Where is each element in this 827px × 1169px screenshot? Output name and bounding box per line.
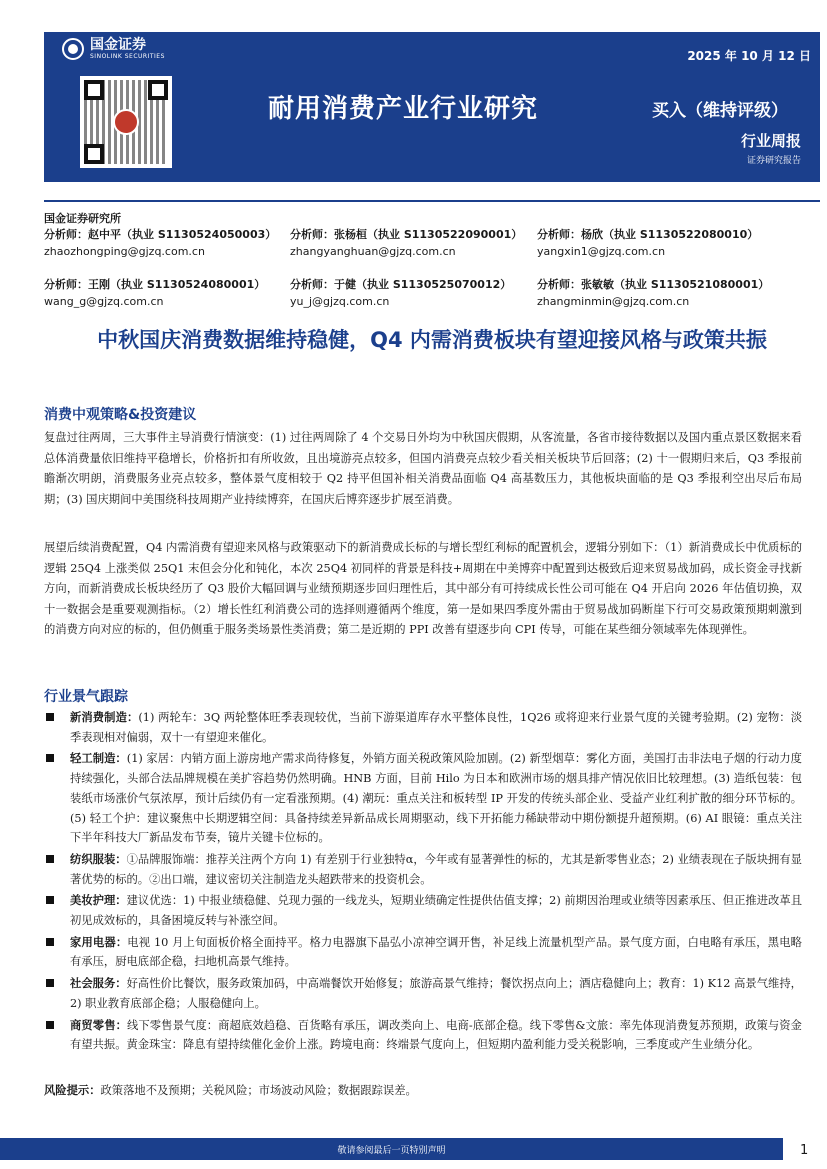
analyst-block [537, 276, 769, 310]
list-item-text: 电视 10 月上旬面板价格全面持平。格力电器旗下晶弘小凉神空调开售，补足线上流量机型产品。景气度方面，白电略有承压，黑电略有承压，厨电底部企稳，扫地机高景气维持。 [70, 935, 802, 969]
analyst-email[interactable]: wang_g@gjzq.com.cn [44, 295, 164, 308]
list-item-label: 美妆护理： [70, 893, 127, 908]
paragraph: 复盘过往两周，三大事件主导消费行情演变：(1) 过往两周除了 4 个交易日外均为中秋国庆假期，从客流量，各省市接待数据以及国内重点景区数据来看总体消费量依旧维持平稳增长，价格折扣有所收敛，且出境游亮点较多，但国内消费亮点较少看关相关板块节后回落；(2) 十一假期归来后，Q3 季报前瞻渐次明朗，消费服务业亮点较多，整体景气度相较于 Q2 持平但国补相关消费品面临 Q4 高基数压力，其他板块面临的是 Q3 季报利空出尽后布局期；(3) 国庆期间中美围绕科技周期产业持续博弈，在国庆后博弈逐步扩展至消费。 [44, 431, 802, 506]
list-item [44, 708, 802, 747]
section-heading-strategy: 消费中观策略&投资建议 [44, 407, 197, 423]
analyst-name: 分析师：于健（执业 S1130525070012） [290, 278, 512, 291]
list-item [44, 1016, 802, 1055]
risk-label: 风险提示： [44, 1083, 101, 1097]
bullet-square-icon [46, 855, 54, 863]
analyst-name: 分析师：张敏敏（执业 S1130521080001） [537, 278, 770, 291]
list-item-label: 纺织服装： [70, 851, 127, 866]
report-title: 耐用消费产业行业研究 [268, 94, 539, 124]
analyst-email[interactable]: zhangminmin@gjzq.com.cn [537, 295, 690, 308]
list-item-label: 新消费制造： [70, 710, 139, 724]
bullet-square-icon [46, 713, 54, 721]
bullet-square-icon [46, 754, 54, 762]
list-item-label: 社会服务： [70, 976, 127, 991]
analyst-email[interactable]: yangxin1@gjzq.com.cn [537, 245, 666, 258]
logo-subtext: SINOLINK SECURITIES [90, 53, 165, 60]
analyst-name: 分析师：赵中平（执业 S1130524050003） [44, 228, 277, 241]
list-item-text: 建议优选：1) 中报业绩稳健、兑现力强的一线龙头，短期业绩确定性提供估值支撑；2) 前期因治理或业绩等因素承压、但正推进改革且初见成效标的，具备困境反转与补涨空间。 [70, 894, 802, 928]
analyst-email[interactable]: zhangyanghuan@gjzq.com.cn [290, 245, 456, 258]
company-logo [62, 37, 165, 61]
paragraph: 展望后续消费配置，Q4 内需消费有望迎来风格与政策驱动下的新消费成长标的与增长型红利标的配置机会，逻辑分别如下：（1）新消费成长中优质标的逻辑 25Q4 上涨类似 25Q1 末但会分化和钝化，本次 25Q4 初同样的背景是科技+周期在中美博弈中配置到达极致后迎来贸易战加码，成长资金寻找新方向，而新消费成长板块经历了 Q3 股价大幅回调与业绩预期逐步回归理性后，其中部分有可持续成长性公司可能在 Q4 开启向 2026 年估值切换，双十一数据会是重要观测指标。（2）增长性红利消费公司的选择则遵循两个维度，第一是如果四季度外需由于贸易战加码断崖下行可交易政策预期刺激到的消费方向对应的标的，但仍侧重于服务类场景性类消费；第二是近期的 PPI 改善有望逐步向 CPI 传导，可能在某些细分领域率先体现弹性。 [44, 541, 802, 636]
risk-warning [44, 1082, 417, 1098]
list-item [44, 891, 802, 930]
analyst-email[interactable]: zhaozhongping@gjzq.com.cn [44, 245, 205, 258]
risk-text: 政策落地不及预期；关税风险；市场波动风险；数据跟踪误差。 [100, 1084, 417, 1097]
analyst-name: 分析师：杨欣（执业 S1130522080010） [537, 228, 759, 241]
rating: 买入（维持评级） [652, 101, 788, 121]
divider [44, 200, 820, 202]
list-item [44, 974, 802, 1013]
logo-text: 国金证券 [90, 37, 146, 53]
footer-disclaimer: 敬请参阅最后一页特别声明 [337, 1146, 446, 1156]
analyst-email[interactable]: yu_j@gjzq.com.cn [290, 295, 390, 308]
report-date: 2025 年 10 月 12 日 [687, 49, 811, 63]
institute-name: 国金证券研究所 [44, 212, 121, 225]
list-item-text: 好高性价比餐饮，服务政策加码，中高端餐饮开始修复；旅游高景气维持；餐饮拐点向上；酒店稳健向上；教育：1) K12 高景气维持，2) 职业教育底部企稳；人服稳健向上。 [70, 977, 802, 1010]
analyst-name: 分析师：王刚（执业 S1130524080001） [44, 278, 266, 291]
bullet-square-icon [46, 1021, 54, 1029]
report-subtype: 证券研究报告 [746, 156, 801, 166]
list-item-label: 家用电器： [70, 934, 128, 949]
main-title: 中秋国庆消费数据维持稳健，Q4 内需消费板块有望迎接风格与政策共振 [97, 328, 767, 352]
list-item-label: 商贸零售： [70, 1017, 127, 1032]
page-number: 1 [800, 1143, 809, 1158]
sinolink-logo-icon [62, 38, 84, 60]
bullet-square-icon [46, 938, 54, 946]
analyst-block [537, 226, 758, 260]
qr-code-icon [80, 76, 172, 168]
bullet-square-icon [46, 979, 54, 987]
section-heading-tracking: 行业景气跟踪 [44, 689, 128, 705]
list-item-text: (1) 家居：内销方面上游房地产需求尚待修复，外销方面关税政策风险加剧。(2) 新型烟草：雾化方面，美国打击非法电子烟的行动力度持续强化，头部合法品牌规模在美扩容趋势仍然明确。HNB 方面，目前 Hilo 为日本和欧洲市场的烟具排产情况依旧比较理想。(3) 造纸包装：包装纸市场涨价气氛浓厚，预计后续仍有一定看涨预期。(4) 潮玩：重点关注和板转型 IP 开发的传统头部企业、受益产业红利扩散的细分环节标的。(5) 轻工个护：建议聚焦中长期逻辑空间：具备持续差异新品成长周期驱动，线下开拓能力稀缺带动中期份额提升超预期。(6) AI 眼镜：重点关注下半年科技大厂新品发布节奏，镜片关键卡位标的。 [70, 752, 802, 845]
analyst-block [44, 276, 265, 310]
analyst-block [290, 226, 522, 260]
list-item-text: 线下零售景气度：商超底效趋稳、百货略有承压，调改类向上、电商-底部企稳。线下零售&文旅：率先体现消费复苏预期，政策与资金有望共振。黄金珠宝：降息有望持续催化金价上涨。跨境电商：终端景气度向上，但短期内盈利能力受关税影响，三季度或产生业绩分化。 [70, 1018, 802, 1052]
analyst-block [44, 226, 276, 260]
list-item [44, 850, 802, 889]
analyst-block [290, 276, 511, 310]
list-item [44, 749, 802, 848]
list-item [44, 933, 802, 972]
list-item-text: ①品牌服饰端：推荐关注两个方向 1) 有差别于行业独特α，今年或有显著弹性的标的，尤其是新零售业态；2) 业绩表现在子版块拥有显著优势的标的。②出口端，建议密切关注制造龙头超跌带来的投资机会。 [70, 852, 802, 886]
list-item-label: 轻工制造： [70, 751, 127, 766]
bullet-square-icon [46, 896, 54, 904]
report-type: 行业周报 [740, 132, 801, 150]
list-item-text: (1) 两轮车：3Q 两轮整体旺季表现较优，当前下游渠道库存水平整体良性，1Q26 或将迎来行业景气度的关键考验期。(2) 宠物：淡季表现相对偏弱，双十一有望迎来催化。 [70, 711, 802, 744]
tracking-list [44, 708, 802, 1057]
analyst-name: 分析师：张杨桓（执业 S1130522090001） [290, 228, 523, 241]
